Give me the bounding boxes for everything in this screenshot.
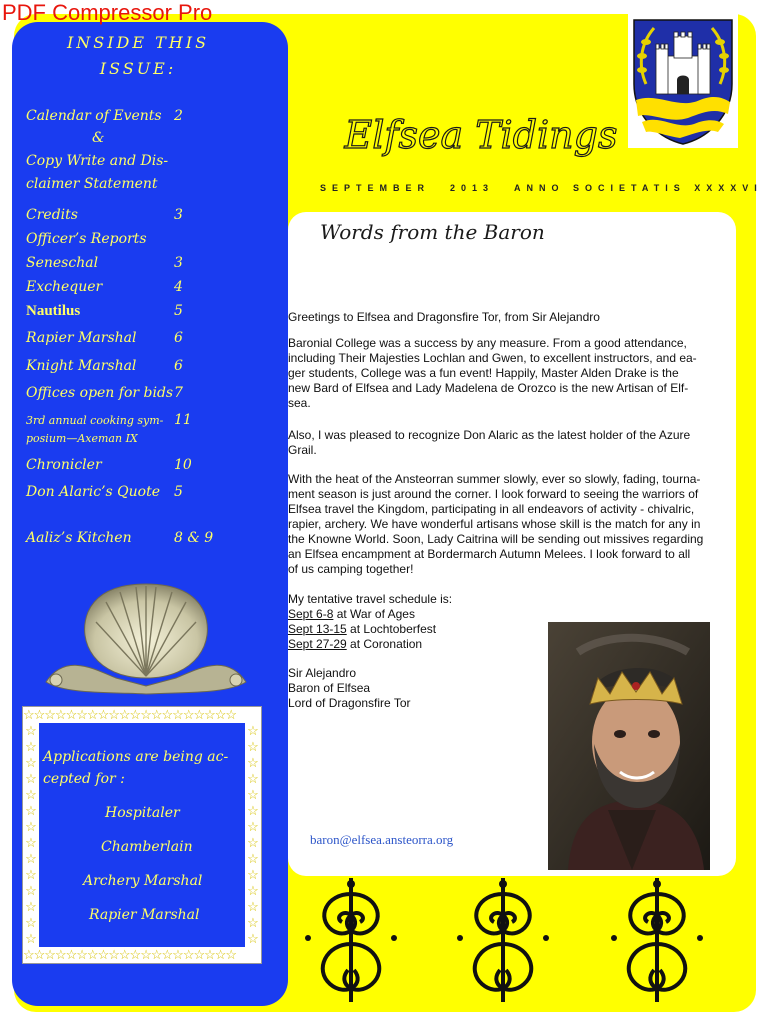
baronial-crest: [628, 14, 738, 148]
schedule-intro: My tentative travel schedule is:: [288, 592, 453, 606]
greeting: Greetings to Elfsea and Dragonsfire Tor, from Sir Alejandro: [288, 310, 600, 324]
applications-intro-line1: Applications are being ac-: [43, 749, 229, 765]
scroll-ornament-right: [602, 874, 712, 1006]
star-border-right: ☆ ☆ ☆ ☆ ☆ ☆ ☆ ☆ ☆ ☆ ☆ ☆ ☆ ☆: [247, 723, 259, 946]
applications-panel: [39, 723, 245, 947]
paragraph-azure-grail: Also, I was pleased to recognize Don Alaric as the latest holder of the Azure Grail.: [288, 428, 691, 457]
applications-box: [22, 706, 262, 964]
signature: Sir Alejandro Baron of Elfsea Lord of Dragonsfire Tor: [288, 666, 411, 710]
schedule-dates-link[interactable]: Sept 6-8: [288, 607, 334, 621]
scallop-shell-ornament: [36, 582, 256, 700]
masthead: [336, 86, 626, 176]
office-hospitaler: Hospitaler: [105, 805, 180, 821]
toc-heading-line2: ISSUE:: [99, 59, 177, 78]
watermark: PDF Compressor Pro: [2, 0, 213, 25]
travel-schedule: [288, 592, 544, 652]
office-rapier-marshal: Rapier Marshal: [89, 907, 200, 923]
baron-photo: [548, 622, 710, 870]
paragraph-college: Baronial College was a success by any measure. From a good attendance, including Their Majesties Lochlan and Gwen, to excellent instructors, and ea- ger students, College was a fun event! Happily, Master Alden Drake is the new Bard of Elfsea and Lady Madelena de Orozco is the new Artisan of Elf- sea.: [288, 336, 697, 410]
office-chamberlain: Chamberlain: [101, 839, 193, 855]
article-title: Words from the Baron: [320, 220, 545, 244]
schedule-dates-link[interactable]: Sept 27-29: [288, 637, 347, 651]
toc-heading: [28, 30, 248, 82]
star-border-top: ☆☆☆☆☆☆☆☆☆☆☆☆☆☆☆☆☆☆☆☆: [23, 707, 237, 722]
issue-year: 2013: [450, 183, 495, 193]
star-border-bottom: ☆☆☆☆☆☆☆☆☆☆☆☆☆☆☆☆☆☆☆☆: [23, 947, 237, 962]
office-archery-marshal: Archery Marshal: [83, 873, 203, 889]
applications-intro-line2: cepted for :: [43, 771, 125, 787]
scroll-ornament-left: [296, 874, 406, 1006]
schedule-item: Sept 13-15 at Lochtoberfest: [288, 622, 437, 636]
paragraph-tournament-season: With the heat of the Ansteorran summer slowly, ever so slowly, fading, tourna- ment season is just around the corner. I look forward to seeing the warriors of Elfsea travel the Kingdom, participating in all endeavors of activity - chivalric, rapier, archery. We have wonderful artisans whose skill is the match for any in the Knowne World. Soon, Lady Caitrina will be sending out missives regarding an Elfsea encampment at Bordermarch Autumn Melees. I look forward to all of us camping together!: [288, 472, 704, 576]
star-border-left: ☆ ☆ ☆ ☆ ☆ ☆ ☆ ☆ ☆ ☆ ☆ ☆ ☆ ☆: [25, 723, 37, 946]
schedule-dates-link[interactable]: Sept 13-15: [288, 622, 347, 636]
issue-anno: ANNO SOCIETATIS XXXXVI: [514, 183, 763, 193]
issue-date-bar: [320, 183, 763, 193]
toc-heading-line1: INSIDE THIS: [66, 33, 210, 52]
issue-month: SEPTEMBER: [320, 183, 431, 193]
masthead-title: Elfsea Tidings: [344, 113, 618, 157]
scroll-ornament-center: [448, 874, 558, 1006]
baron-email-link[interactable]: baron@elfsea.ansteorra.org: [310, 832, 454, 847]
schedule-item: Sept 27-29 at Coronation: [288, 637, 423, 651]
schedule-item: Sept 6-8 at War of Ages: [288, 607, 415, 621]
